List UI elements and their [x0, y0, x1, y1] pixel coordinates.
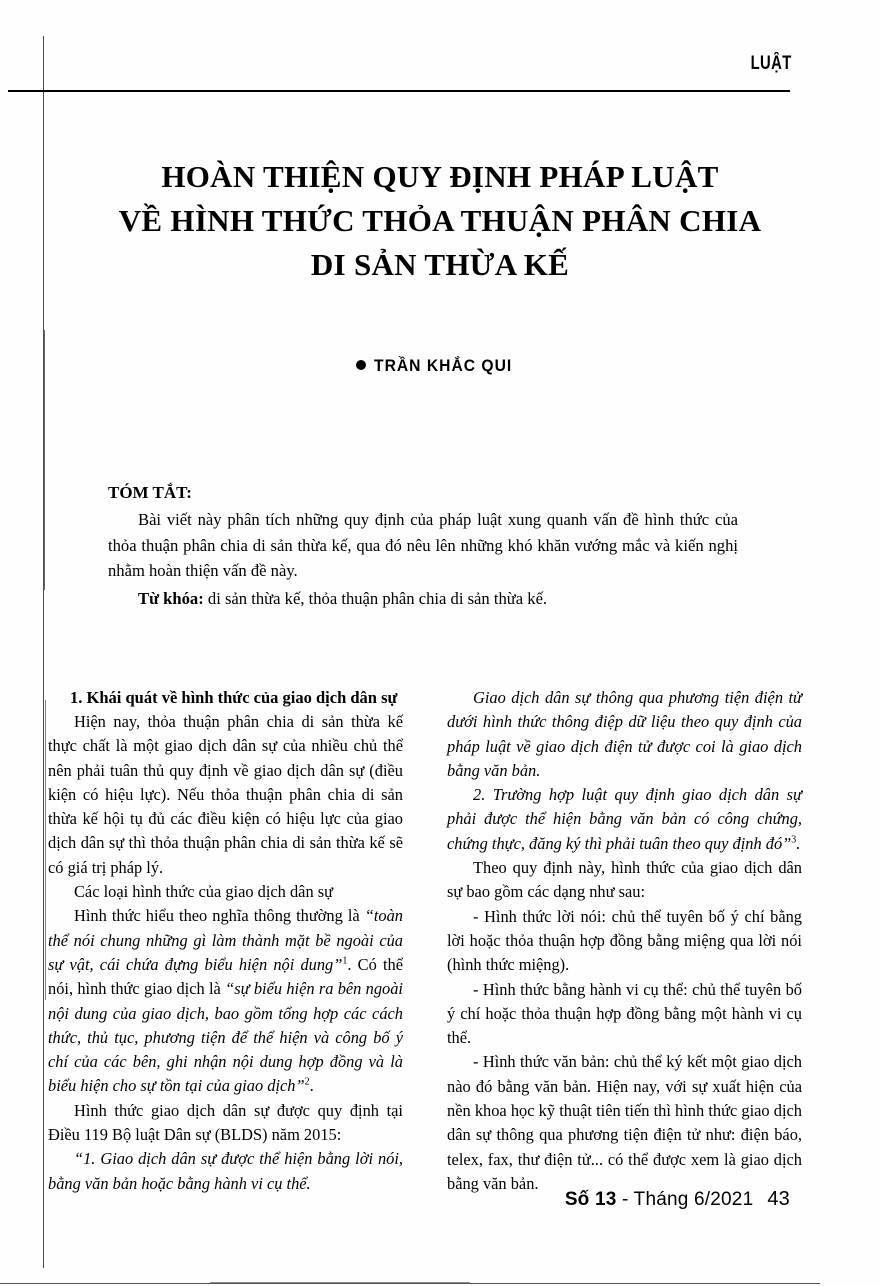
- paragraph: Theo quy định này, hình thức của giao dịch dân sự bao gồm các dạng như sau:: [447, 858, 802, 902]
- paragraph-quoted-law-with-footnote: [447, 783, 802, 856]
- list-item: - Hình thức văn bản: chủ thể ký kết một giao dịch nào đó bằng văn bản. Hiện nay, với sự xuất hiện của nền khoa học kỹ thuật tiên tiến thì hình thức giao dịch dân sự thông qua phương tiện điện tử như: điện báo, telex, fax, thư điện tử... có thể được xem là giao dịch bằng văn bản.: [447, 1052, 802, 1193]
- body-column-left: [48, 686, 403, 1196]
- filled-circle-bullet-icon: [356, 360, 366, 370]
- quoted-law-text: 2. Trường hợp luật quy định giao dịch dân sự phải được thể hiện bằng văn bản có công chứng, chứng thực, đăng ký thì phải tuân theo quy định đó”: [447, 785, 802, 853]
- quoted-law-tail: .: [796, 833, 801, 853]
- paragraph: Hiện nay, thỏa thuận phân chia di sản thừa kế thực chất là một giao dịch dân sự của nhiều chủ thể nên phải tuân thủ quy định về giao dịch dân sự (điều kiện có hiệu lực). Nếu thỏa thuận phân chia di sản thừa kế hội tụ đủ các điều kiện có hiệu lực của giao dịch dân sự thì thỏa thuận phân chia di sản thừa kế sẽ có giá trị pháp lý.: [48, 712, 403, 877]
- page-footer: [0, 1188, 880, 1211]
- list-item: - Hình thức bằng hành vi cụ thể: chủ thể tuyên bố ý chí hoặc thỏa thuận hợp đồng bằng một hành vi cụ thể.: [447, 979, 802, 1048]
- article-title: [70, 155, 810, 287]
- scan-edge-artifact-bottom-segment: [210, 1282, 470, 1283]
- paragraph-quoted-law: Giao dịch dân sự thông qua phương tiện điện tử dưới hình thức thông điệp dữ liệu theo quy định của pháp luật về giao dịch điện tử được coi là giao dịch bằng văn bản.: [447, 688, 802, 780]
- footer-issue-number: Số 13: [564, 1189, 617, 1210]
- body-columns: [0, 686, 880, 1193]
- author-name: TRẦN KHẮC QUI: [373, 356, 513, 375]
- running-header: [0, 52, 880, 94]
- list-item: - Hình thức lời nói: chủ thể tuyên bố ý chí bằng lời hoặc thỏa thuận hợp đồng bằng miệng qua lời nói (hình thức miệng).: [447, 906, 802, 975]
- author-byline: [0, 356, 880, 376]
- section-heading-1: 1. Khái quát về hình thức của giao dịch dân sự: [70, 688, 398, 707]
- article-title-line-2: VỀ HÌNH THỨC THỎA THUẬN PHÂN CHIA: [118, 203, 762, 238]
- article-title-line-3: DI SẢN THỪA KẾ: [310, 247, 570, 282]
- quoted-definition-1: “toàn thể nói chung những gì làm thành mặt bề ngoài của sự vật, cái chứa đựng biểu hiện nội dung”: [48, 906, 403, 974]
- quote-lead-text: Hình thức hiểu theo nghĩa thông thường là: [74, 906, 365, 926]
- abstract-section: [108, 480, 738, 611]
- abstract-keywords: [108, 586, 738, 612]
- paragraph-with-quotes: [48, 904, 403, 1098]
- abstract-body: Bài viết này phân tích những quy định của pháp luật xung quanh vấn đề hình thức của thỏa thuận phân chia di sản thừa kế, qua đó nêu lên những khó khăn vướng mắc và kiến nghị nhằm hoàn thiện vấn đề này.: [108, 510, 738, 580]
- header-section-label: LUẬT: [750, 53, 792, 74]
- paragraph: Các loại hình thức của giao dịch dân sự: [74, 882, 334, 902]
- paragraph-quoted-law: “1. Giao dịch dân sự được thể hiện bằng lời nói, bằng văn bản hoặc bằng hành vi cụ thể.: [48, 1149, 403, 1193]
- abstract-keywords-label: Từ khóa:: [138, 588, 204, 608]
- abstract-keywords-value: di sản thừa kế, thỏa thuận phân chia di sản thừa kế.: [203, 588, 548, 608]
- paragraph: Hình thức giao dịch dân sự được quy định tại Điều 119 Bộ luật Dân sự (BLDS) năm 2015:: [48, 1100, 403, 1145]
- footer-issue-date: Tháng 6/2021: [633, 1189, 754, 1210]
- article-title-line-1: HOÀN THIỆN QUY ĐỊNH PHÁP LUẬT: [161, 159, 719, 194]
- quote-mid-text: . Có thể nói, hình thức giao dịch là: [48, 954, 403, 999]
- header-divider-rule-faded: [430, 90, 790, 92]
- footer-separator: -: [616, 1189, 634, 1210]
- scan-edge-artifact-bottom: [0, 1283, 820, 1284]
- body-column-right: [447, 686, 802, 1196]
- footnote-marker-3: 3: [791, 834, 797, 846]
- quote-tail-text: .: [309, 1076, 314, 1096]
- abstract-heading: TÓM TẮT:: [108, 483, 192, 502]
- footer-page-number: 43: [767, 1188, 790, 1210]
- footnote-marker-2: 2: [304, 1076, 310, 1088]
- quoted-definition-2: “sự biểu hiện ra bên ngoài nội dung của giao dịch, bao gồm tổng hợp các cách thức, thủ tục, phương tiện để thể hiện và công bố ý chí của các bên, ghi nhận nội dung hợp đồng và là biểu hiện cho sự tồn tại của giao dịch”: [48, 979, 403, 1096]
- footnote-marker-1: 1: [342, 955, 348, 967]
